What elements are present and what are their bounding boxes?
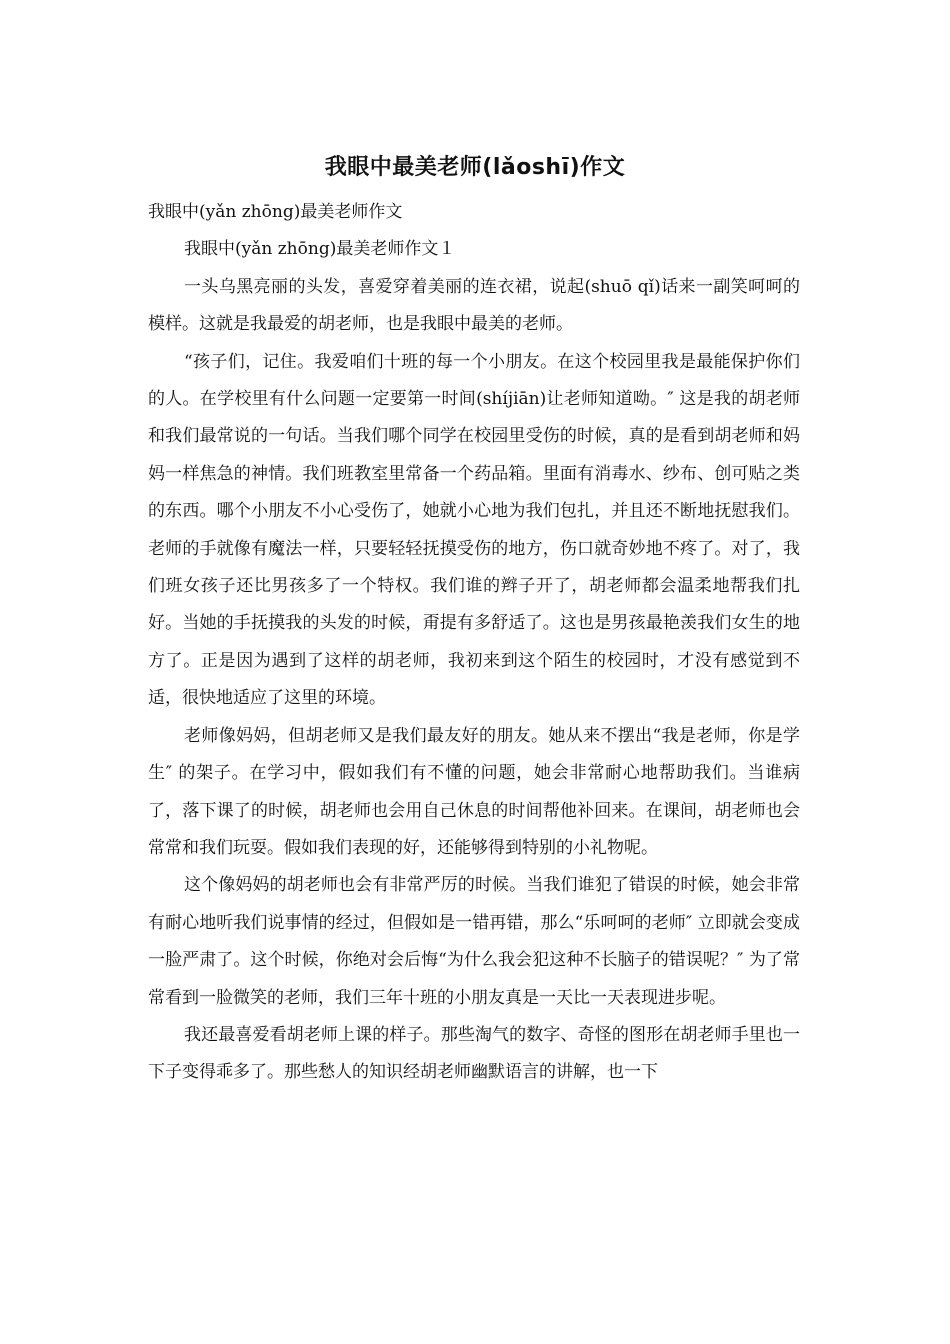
paragraph: “孩子们，记住。我爱咱们十班的每一个小朋友。在这个校园里我是最能保护你们的人。在学校里有什么问题一定要第一时间(shíjiān)让老师知道呦。″ 这是我的胡老师和我们最常说的一句话。当我们哪个同学在校园里受伤的时候，真的是看到胡老师和妈妈一样焦急的神情。我们班教室里常备一个药品箱。里面有消毒水、纱布、创可贴之类的东西。哪个小朋友不小心受伤了，她就小心地为我们包扎，并且还不断地抚慰我们。老师的手就像有魔法一样，只要轻轻抚摸受伤的地方，伤口就奇妙地不疼了。对了，我们班女孩子还比男孩多了一个特权。我们谁的辫子开了，胡老师都会温柔地帮我们扎好。当她的手抚摸我的头发的时候，甭提有多舒适了。这也是男孩最艳羡我们女生的地方了。正是因为遇到了这样的胡老师，我初来到这个陌生的校园时，才没有感觉到不适，很快地适应了这里的环境。 — [148, 351, 800, 709]
paragraph: 我还最喜爱看胡老师上课的样子。那些淘气的数字、奇怪的图形在胡老师手里也一下子变得乖多了。那些愁人的知识经胡老师幽默语言的讲解，也一下 — [148, 1024, 800, 1083]
paragraph: 这个像妈妈的胡老师也会有非常严厉的时候。当我们谁犯了错误的时候，她会非常有耐心地听我们说事情的经过，但假如是一错再错，那么“乐呵呵的老师″ 立即就会变成一脸严肃了。这个时候，你绝对会后悔“为什么我会犯这种不长脑子的错误呢？″ 为了常常看到一脸微笑的老师，我们三年十班的小朋友真是一天比一天表现进步呢。 — [148, 875, 800, 1008]
document-title: 我眼中最美老师(lǎoshī)作文 — [324, 155, 626, 180]
paragraph: 老师像妈妈，但胡老师又是我们最友好的朋友。她从来不摆出“我是老师，你是学生″ 的架子。在学习中，假如我们有不懂的问题，她会非常耐心地帮助我们。当谁病了，落下课了的时候，胡老师也会用自己休息的时间帮他补回来。在课间，胡老师也会常常和我们玩耍。假如我们表现的好，还能够得到特别的小礼物呢。 — [148, 725, 800, 858]
paragraph: 一头乌黑亮丽的头发，喜爱穿着美丽的连衣裙，说起(shuō qǐ)话来一副笑呵呵的模样。这就是我最爱的胡老师，也是我眼中最美的老师。 — [148, 276, 800, 335]
document-subtitle: 我眼中(yǎn zhōng)最美老师作文 — [148, 202, 403, 222]
section-heading: 我眼中(yǎn zhōng)最美老师作文１ — [184, 239, 456, 260]
document-body — [148, 194, 800, 1092]
